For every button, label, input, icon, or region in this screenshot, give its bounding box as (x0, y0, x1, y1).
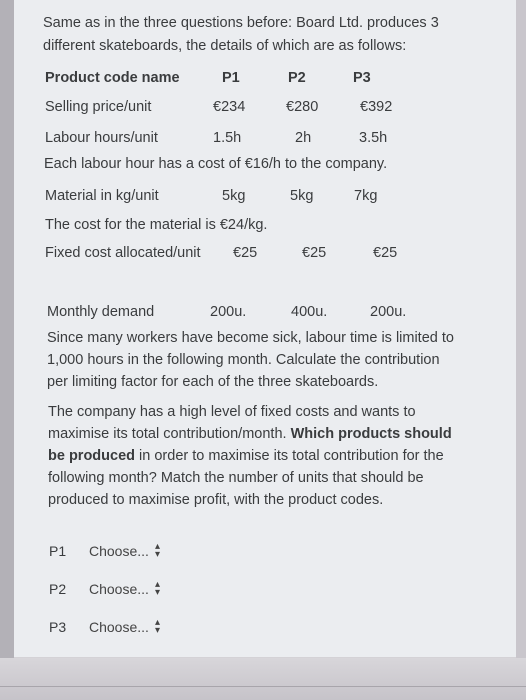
material-cost-note: The cost for the material is €24/kg. (45, 217, 268, 233)
labour-hours-p1: 1.5h (213, 130, 242, 146)
paragraph2-line3-text: in order to maximise its total contribution for the (135, 448, 444, 464)
bottom-strip (0, 658, 526, 700)
match-row-p3 (49, 614, 164, 640)
fixed-cost-label: Fixed cost allocated/unit (45, 245, 201, 261)
match-select-p1-value: Choose... (89, 543, 149, 559)
match-select-p3[interactable] (85, 617, 164, 637)
table-header-label: Product code name (45, 70, 180, 86)
match-label-p2: P2 (49, 581, 67, 597)
paragraph2-line1: The company has a high level of fixed costs and wants to (48, 404, 416, 420)
paragraph1-line2: 1,000 hours in the following month. Calculate the contribution (47, 352, 440, 368)
labour-hours-p2: 2h (295, 130, 312, 146)
selling-price-p2: €280 (286, 99, 319, 115)
demand-p3: 200u. (370, 304, 407, 320)
match-label-p3: P3 (49, 619, 67, 635)
labour-hours-p3: 3.5h (359, 130, 388, 146)
match-row-p2 (49, 576, 164, 602)
selling-price-label: Selling price/unit (45, 99, 152, 115)
match-row-p1 (49, 538, 164, 564)
intro-line-1: Same as in the three questions before: Board Ltd. produces 3 (43, 15, 439, 31)
match-select-p1[interactable] (85, 541, 164, 561)
intro-line-2: different skateboards, the details of which are as follows: (43, 38, 407, 54)
table-header-p3: P3 (353, 70, 371, 86)
paragraph2-line2-bold: Which products should (290, 426, 452, 442)
paragraph2-line2 (48, 425, 452, 443)
demand-p1: 200u. (210, 304, 247, 320)
paragraph2-line4: following month? Match the number of units that should be (48, 470, 424, 486)
left-border (0, 0, 14, 700)
select-arrows-icon: ▴ ▾ (154, 541, 160, 560)
selling-price-p1: €234 (213, 99, 246, 115)
material-label: Material in kg/unit (45, 188, 159, 204)
paragraph2-line3 (48, 447, 444, 465)
paragraph2-line5: produced to maximise profit, with the product codes. (48, 492, 384, 508)
paragraph2-line3-bold: be produced (48, 448, 136, 464)
select-arrows-icon: ▴ ▾ (154, 617, 160, 636)
selling-price-p3: €392 (360, 99, 393, 115)
match-select-p2-value: Choose... (89, 581, 149, 597)
fixed-cost-p3: €25 (373, 245, 398, 261)
table-header-p2: P2 (288, 70, 306, 86)
material-p3: 7kg (354, 188, 378, 204)
demand-p2: 400u. (291, 304, 328, 320)
labour-hours-label: Labour hours/unit (45, 130, 158, 146)
material-p2: 5kg (290, 188, 314, 204)
match-select-p2[interactable] (85, 579, 164, 599)
paragraph1-line1: Since many workers have become sick, labour time is limited to (47, 330, 454, 346)
material-p1: 5kg (222, 188, 246, 204)
question-content (14, 0, 516, 658)
fixed-cost-p1: €25 (233, 245, 258, 261)
labour-cost-note: Each labour hour has a cost of €16/h to the company. (44, 156, 388, 172)
demand-label: Monthly demand (47, 304, 155, 320)
paragraph2-line2-text: maximise its total contribution/month. (48, 426, 291, 442)
question-panel (14, 0, 516, 658)
table-header-p1: P1 (222, 70, 240, 86)
paragraph1-line3: per limiting factor for each of the three skateboards. (47, 374, 379, 390)
bottom-divider (0, 686, 526, 687)
match-label-p1: P1 (49, 543, 67, 559)
select-arrows-icon: ▴ ▾ (154, 579, 160, 598)
fixed-cost-p2: €25 (302, 245, 327, 261)
match-select-p3-value: Choose... (89, 619, 149, 635)
